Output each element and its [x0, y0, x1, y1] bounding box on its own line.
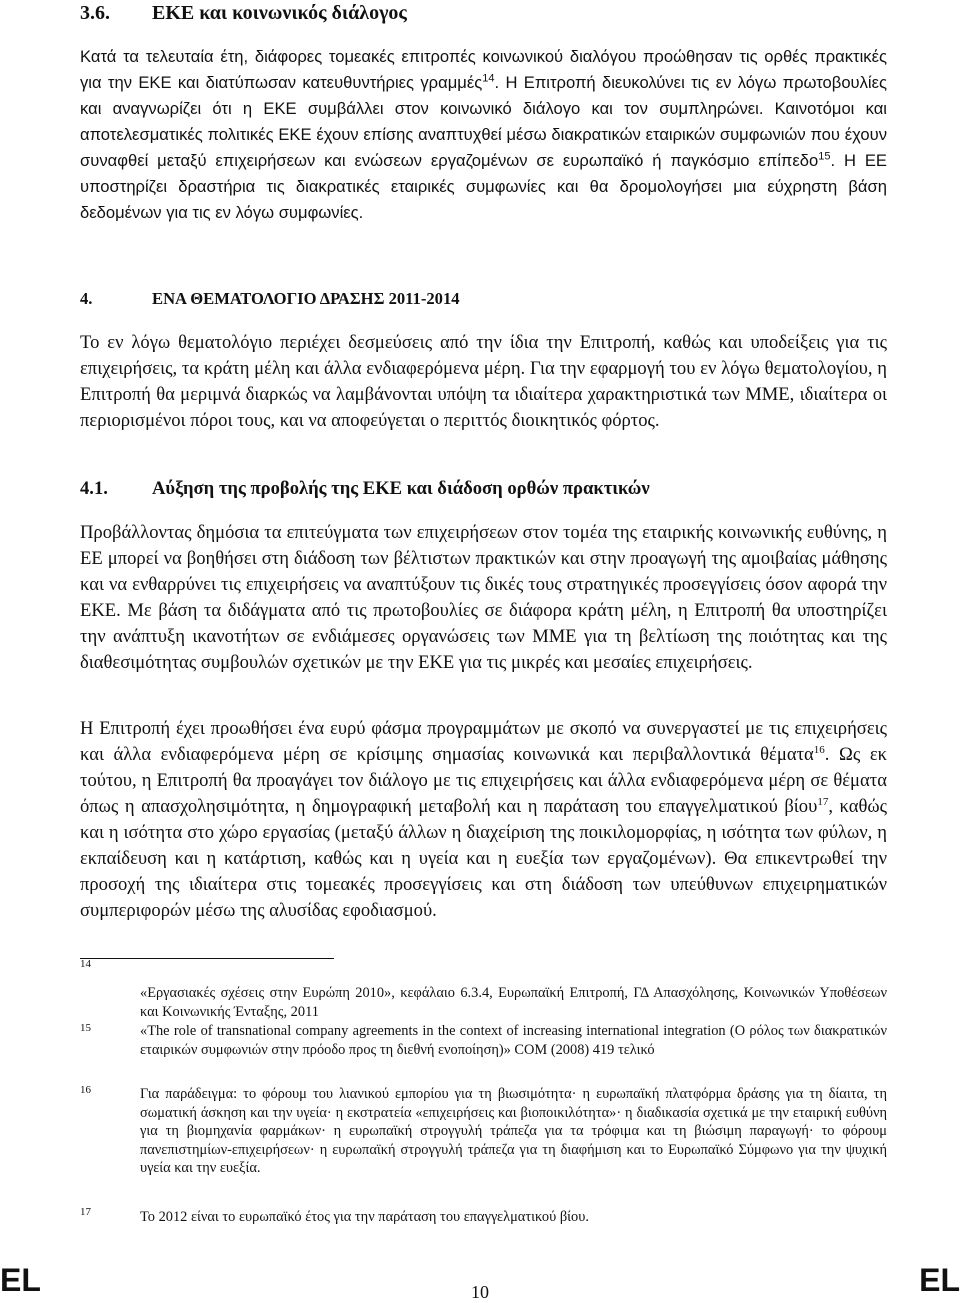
paragraph-visibility: Προβάλλοντας δημόσια τα επιτεύγματα των επιχειρήσεων στον τομέα της εταιρικής κοινωνικής ευθύνης, η ΕΕ μπορεί να βοηθήσει στη διάδοση των βέλτιστων πρακτικών και στην προαγωγή της αμοιβαίας μάθησης και να ενθαρρύνει τις επιχειρήσεις να αναπτύξουν τις δικές τους στρατηγικές προσεγγίσεις όσον αφορά την ΕΚΕ. Με βάση τα διδάγματα από τις πρωτοβουλίες σε διάφορα κράτη μέλη, η Επιτροπή θα υποστηρίζει την ανάπτυξη ικανοτήτων σε ενδιάμεσες οργανώσεις των ΜΜΕ για τη βελτίωση της ποιότητας και της διαθεσιμότητας συμβουλών σχετικών με την ΕΚΕ για τις μικρές και μεσαίες επιχειρήσεις. [80, 522, 887, 673]
footnote-number: 17 [80, 1206, 91, 1218]
section-title: ΕΝΑ ΘΕΜΑΤΟΛΟΓΙΟ ΔΡΑΣΗΣ 2011-2014 [152, 289, 460, 308]
footer-language-left: EL [0, 1262, 41, 1298]
footnote-number: 14 [80, 958, 91, 970]
footnote-number: 16 [80, 1084, 91, 1096]
paragraph-text: . Η ΕΕ υποστηρίζει δραστήρια τις διακρατικές εταιρικές συμφωνίες και θα δρομολογήσει μια εύχρηστη βάση δεδομένων για τις εν λόγω συμφωνίες. [80, 151, 887, 222]
footnote-number: 15 [80, 1022, 91, 1034]
paragraph-text: . Η Επιτροπή διευκολύνει τις εν λόγω πρωτοβουλίες και αναγνωρίζει ότι η ΕΚΕ συμβάλλει στον κοινωνικό διάλογο και τον συμπληρώνει. Καινοτόμοι και αποτελεσματικές πολιτικές ΕΚΕ έχουν επίσης αναπτυχθεί μέσω διακρατικών εταιρικών συμφωνιών που έχουν συναφθεί μεταξύ επιχειρήσεων και ενώσεων εργαζομένων σε ευρωπαϊκό ή παγκόσμιο επίπεδο [80, 73, 888, 170]
section-number: 3.6. [80, 2, 110, 24]
paragraph-text: Κατά τα τελευταία έτη, διάφορες τομεακές επιτροπές κοινωνικού διαλόγου προώθησαν τις ορθές πρακτικές για την ΕΚΕ και διατύπωσαν κατευθυντήριες γραμμές [80, 47, 887, 92]
footnote-separator [80, 958, 334, 959]
section-number: 4.1. [80, 478, 108, 499]
paragraph-text: Η Επιτροπή έχει προωθήσει ένα ευρύ φάσμα προγραμμάτων με σκοπό να συνεργαστεί με τις επιχειρήσεις και άλλα ενδιαφερόμενα μέρη σε κρίσιμης σημασίας κοινωνικά και περιβαλλοντικά θέματα [80, 718, 887, 765]
paragraph-social-dialogue [80, 44, 887, 226]
footnote-text: «The role of transnational company agreements in the context of increasing international integration (Ο ρόλος των διακρατικών εταιρικών συμφωνιών στην πρόοδο προς τη διεθνή ενοποίηση)» COM (2008) 419 τελικό [140, 1023, 887, 1058]
section-heading-4 [80, 286, 460, 312]
footnote-text: Το 2012 είναι το ευρωπαϊκό έτος για την παράταση του επαγγελματικού βίου. [140, 1209, 589, 1225]
footnote-ref-15[interactable]: 15 [818, 150, 831, 163]
section-title: Αύξηση της προβολής της ΕΚΕ και διάδοση ορθών πρακτικών [152, 478, 650, 499]
section-heading-3-6 [80, 0, 407, 26]
footnote-ref-17[interactable]: 17 [817, 795, 829, 808]
paragraph-agenda-intro: Το εν λόγω θεματολόγιο περιέχει δεσμεύσεις από την ίδια την Επιτροπή, καθώς και υποδείξεις για τις επιχειρήσεις, τα κράτη μέλη και άλλα ενδιαφερόμενα μέρη. Για την εφαρμογή του εν λόγω θεματολογίου, η Επιτροπή θα μεριμνά διαρκώς να λαμβάνονται υπόψη τα ιδιαίτερα χαρακτηριστικά των ΜΜΕ, ιδιαίτερα οι περιορισμένοι πόροι τους, και να αποφεύγεται ο περιττός διοικητικός φόρτος. [80, 332, 887, 431]
footnote-ref-16[interactable]: 16 [813, 743, 825, 756]
section-heading-4-1 [80, 476, 650, 502]
footnote-ref-14[interactable]: 14 [482, 72, 495, 85]
footnote-text: «Εργασιακές σχέσεις στην Ευρώπη 2010», κεφάλαιο 6.3.4, Ευρωπαϊκή Επιτροπή, ΓΔ Απασχόλησης, Κοινωνικών Υποθέσεων και Κοινωνικής Ένταξης, 2011 [140, 985, 887, 1020]
footnote-text: Για παράδειγμα: το φόρουμ του λιανικού εμπορίου για τη βιωσιμότητα· η ευρωπαϊκή πλατφόρμα δράσης για τη δίαιτα, τη σωματική άσκηση και την υγεία· η εκστρατεία «επιχειρήσεις και βιοποικιλότητα»· η διαδικασία σχετικά με την εταιρική ευθύνη για τη βιομηχανία φαρμάκων· η ευρωπαϊκή στρογγυλή τράπεζα για τα τρόφιμα και τη βιώσιμη παραγωγή· το φόρουμ πανεπιστημίων-επιχειρήσεων· η ευρωπαϊκή στρογγυλή τράπεζα για τη διαφήμιση και το Ευρωπαϊκό Σύμφωνο για την ψυχική υγεία και την ευεξία. [140, 1086, 887, 1176]
paragraph-text: . Ως εκ τούτου, η Επιτροπή θα προαγάγει τον διάλογο με τις επιχειρήσεις και άλλα ενδιαφερόμενα μέρη σε θέματα όπως η απασχολησιμότητα, η δημογραφική μεταβολή και η παράταση του επαγγελματικού βίου [80, 744, 887, 817]
section-title: ΕΚΕ και κοινωνικός διάλογος [152, 2, 407, 24]
paragraph-stakeholder-programmes [80, 716, 887, 924]
section-number: 4. [80, 289, 93, 308]
paragraph-text: , καθώς και η ισότητα στο χώρο εργασίας (μεταξύ άλλων η διαχείριση της ποικιλομορφίας, η ισότητα των φύλων, η εκπαίδευση και η κατάρτιση, καθώς και η υγεία και η ευεξία των εργαζομένων). Θα επικεντρωθεί την προσοχή της ιδιαίτερα στις τομεακές προσεγγίσεις και στη διάδοση των υπεύθυνων επιχειρηματικών συμπεριφορών μέσω της αλυσίδας εφοδιασμού. [80, 796, 887, 921]
footer-language-right: EL [919, 1262, 960, 1298]
page-number: 10 [471, 1282, 489, 1302]
